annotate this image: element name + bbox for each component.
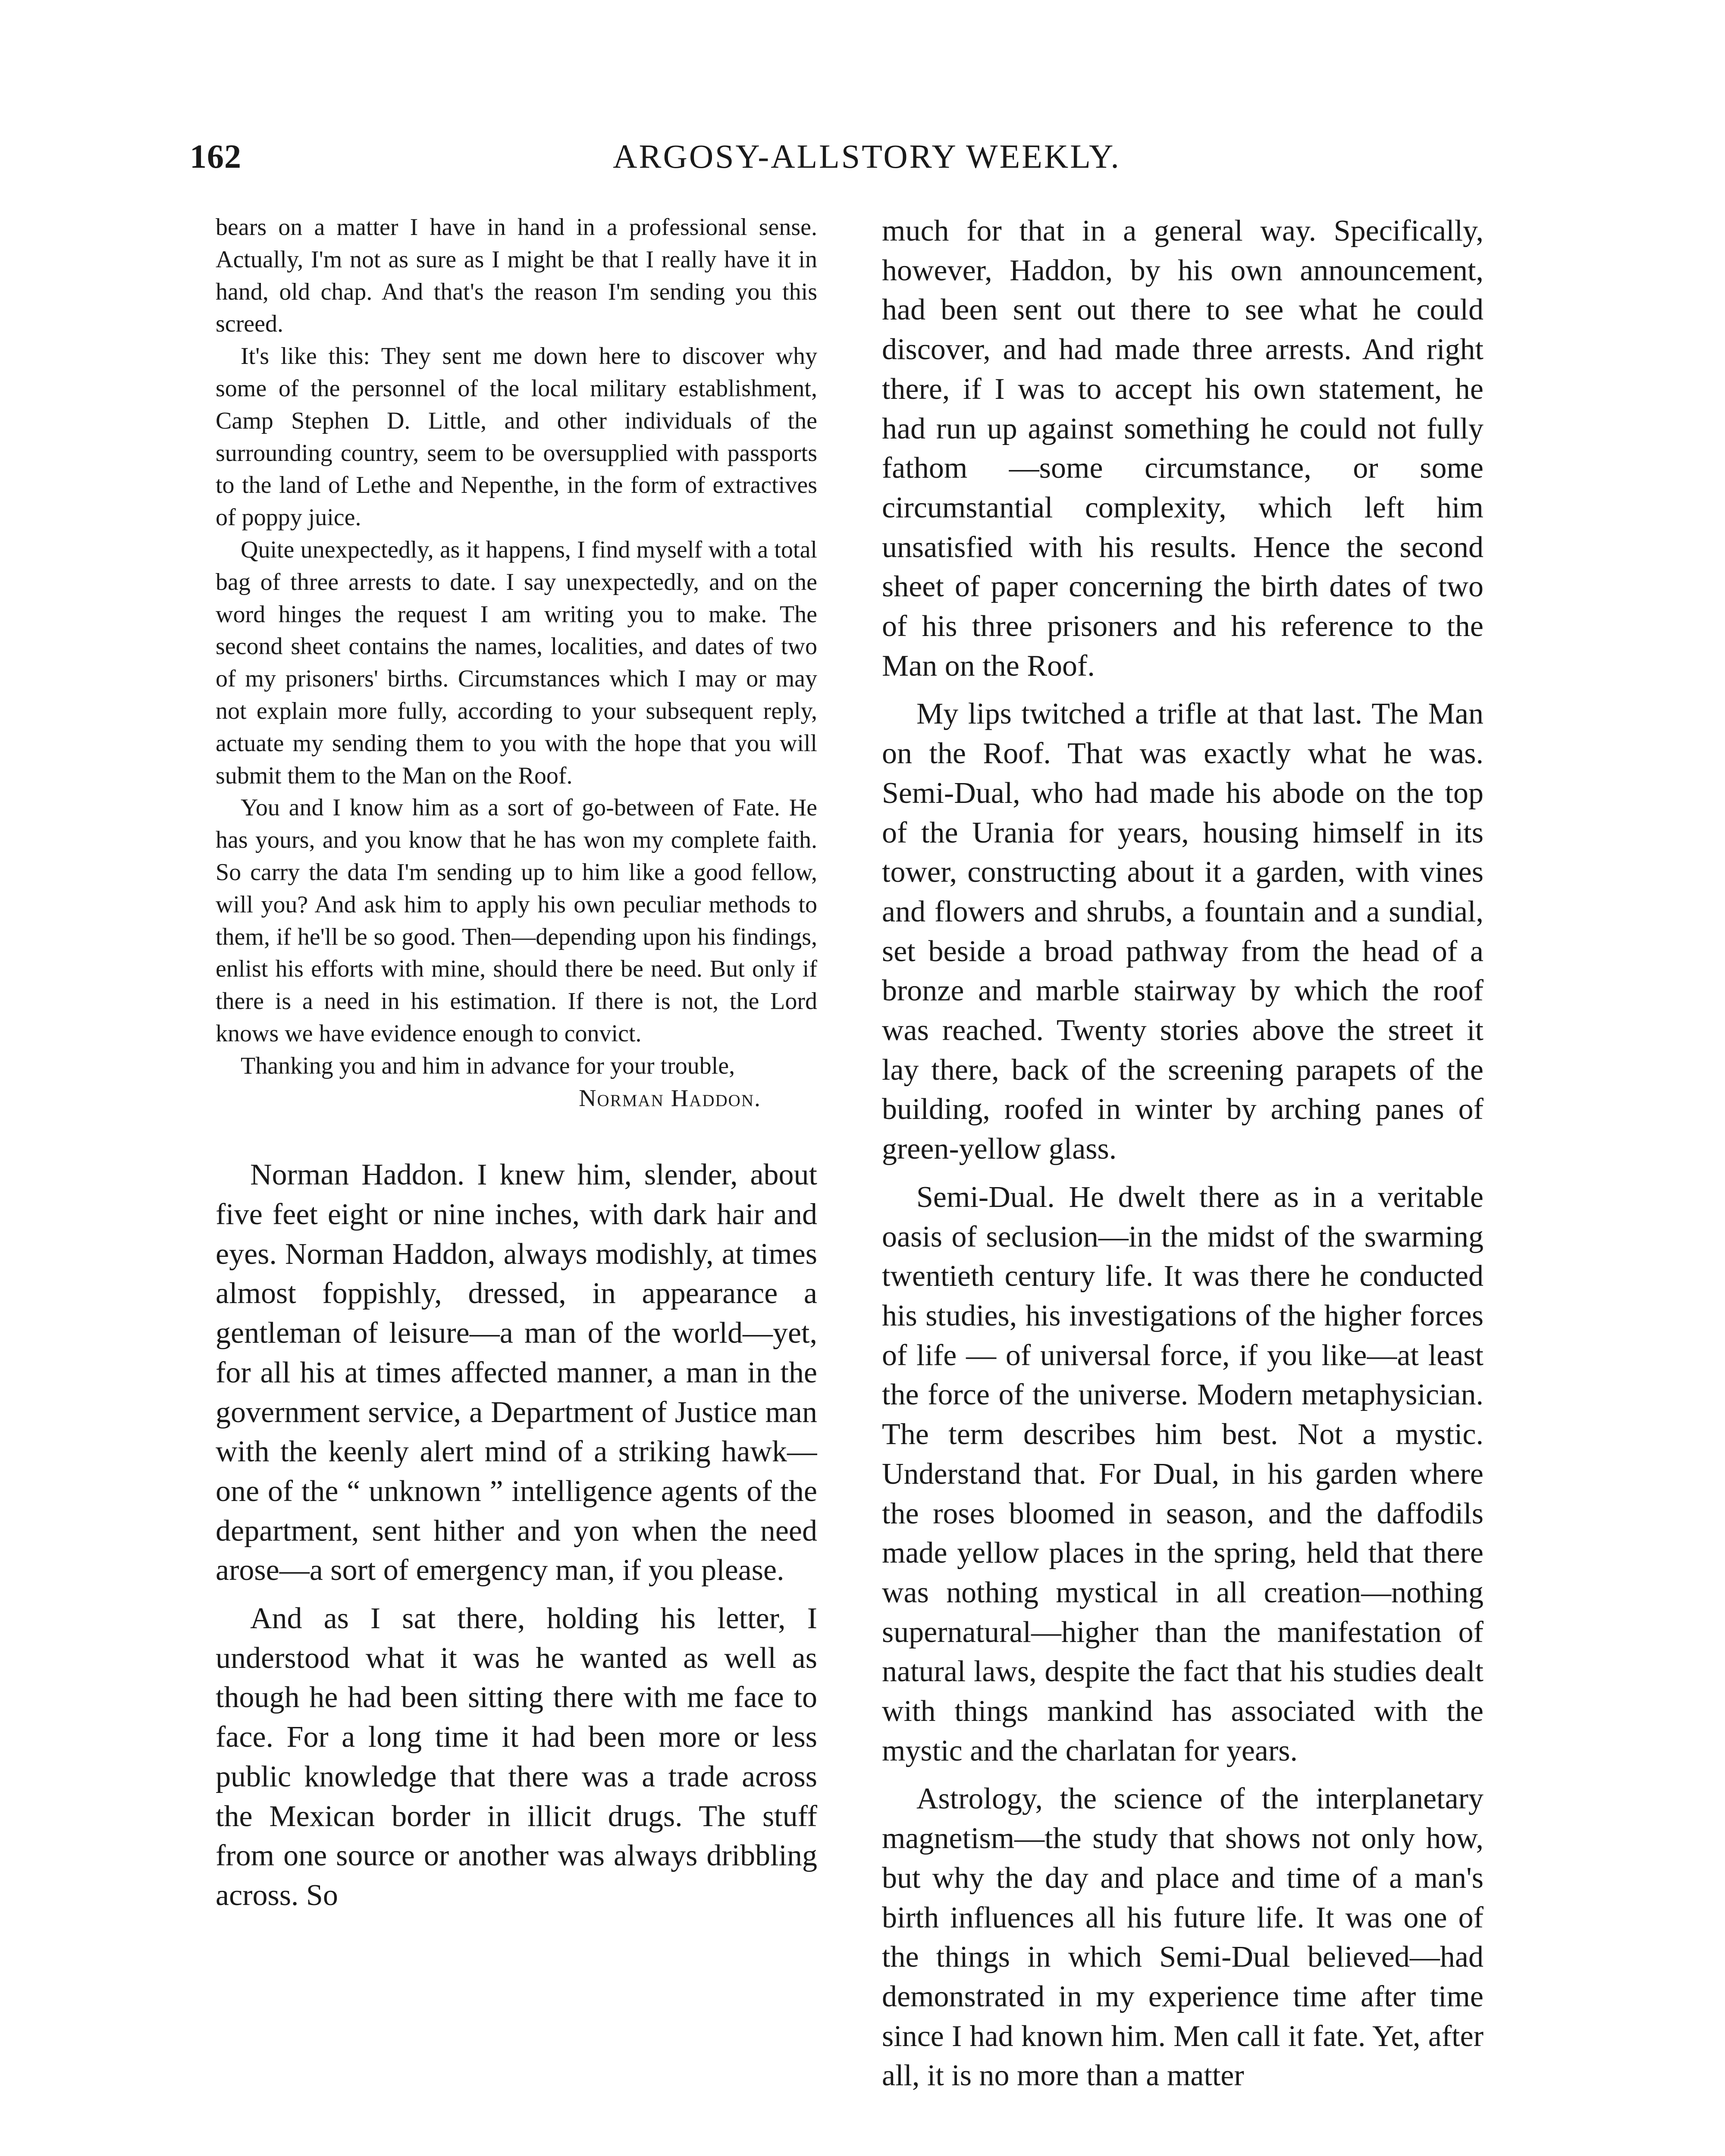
body-paragraph: Norman Haddon. I knew him, slender, about five feet eight or nine inches, with dark hair and eyes. Norman Haddon, always modishly, at times almost foppishly, dressed, in appearance a gentleman of leisure—a man of the world—yet, for all his at times affected manner, a man in the government service, a Department of Justice man with the keenly alert mind of a striking hawk—one of the “ unknown ” intelligence agents of the department, sent hither and yon when the need arose—a sort of emergency man, if you please. <box>216 1158 817 1587</box>
right-column <box>882 211 1484 2156</box>
letter-paragraph: Thanking you and him in advance for your trouble, <box>241 1052 735 1079</box>
letter-paragraph: Quite unexpectedly, as it happens, I find myself with a total bag of three arrests to date. I say unexpectedly, and on the word hinges the request I am writing you to make. The second sheet contains the names, localities, and dates of two of my prisoners' births. Circumstances which I may or may not explain more fully, according to your subsequent reply, actuate my sending them to you with the hope that you will submit them to the Man on the Roof. <box>216 536 817 789</box>
running-head: ARGOSY-ALLSTORY WEEKLY. <box>613 138 1121 175</box>
body-paragraph: Astrology, the science of the interplanetary magnetism—the study that shows not only how, but why the day and place and time of a man's birth influences all his future life. It was one of the things in which Semi-Dual believed—had demonstrated in my experience time after time since I had known him. Men call it fate. Yet, after all, it is no more than a matter <box>882 1782 1484 2093</box>
letter-signature: Norman Haddon. <box>579 1084 761 1112</box>
letter-block <box>216 211 817 1114</box>
page-number: 162 <box>190 138 242 175</box>
body-paragraph: much for that in a general way. Specifically, however, Haddon, by his own announcement, had been sent out there to see what he could discover, and had made three arrests. And right there, if I was to accept his own statement, he had run up against something he could not fully fathom —some circumstance, or some circumstantial complexity, which left him unsatisfied with his results. Hence the second sheet of paper concerning the birth dates of two of his three prisoners and his reference to the Man on the Roof. <box>882 214 1484 683</box>
page-header <box>190 137 1544 185</box>
right-body-text <box>882 211 1484 2096</box>
left-column <box>216 211 817 2156</box>
letter-paragraph: It's like this: They sent me down here to discover why some of the personnel of the local military establishment, Camp Stephen D. Little, and other individuals of the surrounding country, seem to be oversupplied with passports to the land of Lethe and Nepenthe, in the form of extractives of poppy juice. <box>216 343 817 531</box>
body-paragraph: Semi-Dual. He dwelt there as in a veritable oasis of seclusion—in the midst of the swarming twentieth century life. It was there he conducted his studies, his investigations of the higher forces of life — of universal force, if you like—at least the force of the universe. Modern metaphysician. The term describes him best. Not a mystic. Understand that. For Dual, in his garden where the roses bloomed in season, and the daffodils made yellow places in the spring, held that there was nothing mystical in all creation—nothing supernatural—higher than the manifestation of natural laws, despite the fact that his studies dealt with things mankind has associated with the mystic and the charlatan for years. <box>882 1180 1484 1767</box>
left-body-text <box>216 1155 817 1915</box>
letter-paragraph: You and I know him as a sort of go-between of Fate. He has yours, and you know that he has won my complete faith. So carry the data I'm sending up to him like a good fellow, will you? And ask him to apply his own peculiar methods to them, if he'll be so good. Then—depending upon his findings, enlist his efforts with mine, should there be need. But only if there is a need in his estimation. If there is not, the Lord knows we have evidence enough to convict. <box>216 794 817 1047</box>
letter-paragraph: bears on a matter I have in hand in a professional sense. Actually, I'm not as sure as I might be that I really have it in hand, old chap. And that's the reason I'm sending you this screed. <box>216 214 817 338</box>
body-paragraph: My lips twitched a trifle at that last. The Man on the Roof. That was exactly what he was. Semi-Dual, who had made his abode on the top of the Urania for years, housing himself in its tower, constructing about it a garden, with vines and flowers and shrubs, a fountain and a sundial, set beside a broad pathway from the head of a bronze and marble stairway by which the roof was reached. Twenty stories above the street it lay there, back of the screening parapets of the building, roofed in winter by arching panes of green-yellow glass. <box>882 697 1484 1166</box>
body-paragraph: And as I sat there, holding his letter, I understood what it was he wanted as well as though he had been sitting there with me face to face. For a long time it had been more or less public knowledge that there was a trade across the Mexican border in illicit drugs. The stuff from one source or another was always dribbling across. So <box>216 1602 817 1912</box>
